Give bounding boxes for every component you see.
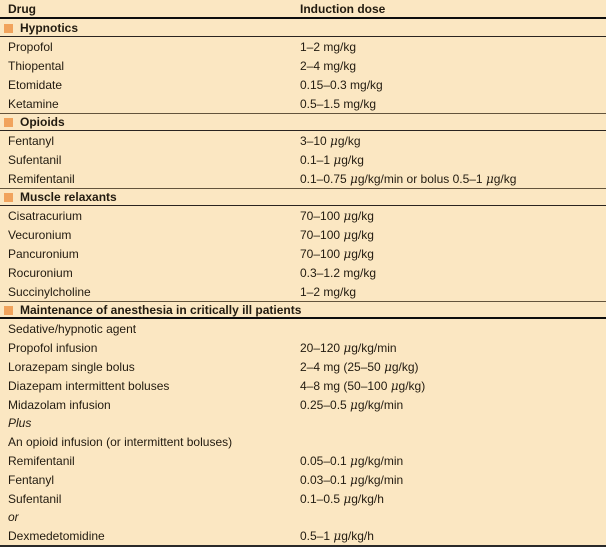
- mu-symbol: μ: [350, 472, 358, 487]
- drug-name: Pancuronium: [8, 246, 79, 261]
- drug-row: [0, 263, 606, 282]
- induction-dose-value: 4–8 mg (50–100 μg/kg): [300, 378, 426, 393]
- section-header-row: [0, 19, 606, 37]
- induction-dose-value: 1–2 mg/kg: [300, 39, 357, 54]
- section-title: Maintenance of anesthesia in critically ill patients: [20, 302, 302, 317]
- drug-name: Diazepam intermittent boluses: [8, 378, 170, 393]
- induction-dose-value: 0.1–0.5 μg/kg/h: [300, 491, 384, 506]
- mu-symbol: μ: [485, 171, 494, 186]
- drug-name: Fentanyl: [8, 133, 55, 148]
- drug-name: Remifentanil: [8, 171, 75, 186]
- induction-dose-value: 0.03–0.1 μg/kg/min: [300, 472, 404, 487]
- mu-symbol: μ: [330, 133, 338, 148]
- section-title: Opioids: [20, 115, 65, 129]
- mu-symbol: μ: [343, 491, 352, 506]
- section-header-cell: [0, 22, 300, 34]
- induction-dose-value: 2–4 mg (25–50 μg/kg): [300, 359, 419, 374]
- drug-row: [0, 357, 606, 376]
- section-header-cell: [0, 304, 300, 316]
- drug-name: Remifentanil: [8, 453, 75, 468]
- section-bullet-icon: [4, 118, 13, 127]
- mu-symbol: μ: [333, 152, 342, 167]
- mu-symbol: μ: [343, 340, 352, 355]
- mu-symbol: μ: [343, 227, 352, 242]
- drug-name: Fentanyl: [8, 472, 55, 487]
- induction-dose-value: 0.25–0.5 μg/kg/min: [300, 397, 404, 412]
- mu-symbol: μ: [343, 246, 352, 261]
- mu-symbol: μ: [384, 359, 392, 374]
- connector-note-row: [0, 508, 606, 526]
- drug-row: [0, 526, 606, 545]
- drug-row: [0, 150, 606, 169]
- drug-row: [0, 395, 606, 414]
- mu-symbol: μ: [333, 528, 342, 543]
- section-header-cell: [0, 116, 300, 128]
- drug-name: Propofol infusion: [8, 340, 98, 355]
- connector-note-row: [0, 414, 606, 432]
- induction-dose-value: 0.1–0.75 μg/kg/min or bolus 0.5–1 μg/kg: [300, 171, 517, 186]
- column-header-induction-dose: Induction dose: [300, 1, 386, 16]
- section-bullet-icon: [4, 193, 13, 202]
- drug-row: [0, 282, 606, 301]
- induction-dose-value: 70–100 μg/kg: [300, 227, 374, 242]
- induction-dose-value: 0.5–1.5 mg/kg: [300, 96, 377, 111]
- drug-row: [0, 75, 606, 94]
- drug-name: Rocuronium: [8, 265, 73, 280]
- drug-row: [0, 225, 606, 244]
- section-bullet-icon: [4, 24, 13, 33]
- section-title: Hypnotics: [20, 20, 79, 35]
- drug-name: Lorazepam single bolus: [8, 359, 135, 374]
- subheading-label: Sedative/hypnotic agent: [8, 321, 137, 336]
- drug-name: Dexmedetomidine: [8, 528, 105, 543]
- column-header-drug: Drug: [8, 1, 36, 16]
- drug-row: [0, 470, 606, 489]
- section-header-row: [0, 113, 606, 131]
- drug-name: Etomidate: [8, 77, 63, 92]
- drug-name: Midazolam infusion: [8, 397, 111, 412]
- drug-name: Vecuronium: [8, 227, 72, 242]
- connector-note-label: or: [8, 510, 19, 524]
- drug-row: [0, 451, 606, 470]
- induction-dose-value: 0.5–1 μg/kg/h: [300, 528, 374, 543]
- drug-name: Ketamine: [8, 96, 59, 111]
- induction-dose-value: 70–100 μg/kg: [300, 246, 374, 261]
- section-header-row: [0, 188, 606, 206]
- connector-note-label: Plus: [8, 416, 32, 430]
- drug-name: Thiopental: [8, 58, 65, 73]
- table-header-row: [0, 0, 606, 19]
- drug-row: [0, 338, 606, 357]
- mu-symbol: μ: [350, 453, 358, 468]
- section-bullet-icon: [4, 306, 13, 315]
- drug-row: [0, 206, 606, 225]
- induction-dose-value: 1–2 mg/kg: [300, 284, 357, 299]
- drug-row: [0, 56, 606, 75]
- table-body: [0, 19, 606, 545]
- mu-symbol: μ: [350, 171, 358, 186]
- drug-row: [0, 94, 606, 113]
- drug-name: Succinylcholine: [8, 284, 91, 299]
- drug-row: [0, 37, 606, 56]
- section-header-row: [0, 301, 606, 319]
- mu-symbol: μ: [350, 397, 358, 412]
- subheading-label: An opioid infusion (or intermittent boluses): [8, 434, 233, 449]
- section-title: Muscle relaxants: [20, 190, 117, 204]
- induction-dose-value: 0.05–0.1 μg/kg/min: [300, 453, 404, 468]
- mu-symbol: μ: [343, 208, 352, 223]
- subheading-row: [0, 319, 606, 338]
- drug-name: Sufentanil: [8, 491, 62, 506]
- mu-symbol: μ: [390, 378, 399, 393]
- drug-row: [0, 169, 606, 188]
- induction-dose-value: 2–4 mg/kg: [300, 58, 357, 73]
- drug-name: Cisatracurium: [8, 208, 83, 223]
- induction-dose-value: 0.15–0.3 mg/kg: [300, 77, 383, 92]
- drug-row: [0, 489, 606, 508]
- drug-row: [0, 244, 606, 263]
- subheading-row: [0, 432, 606, 451]
- induction-dose-value: 20–120 μg/kg/min: [300, 340, 397, 355]
- drug-row: [0, 376, 606, 395]
- drug-name: Propofol: [8, 39, 53, 54]
- induction-dose-value: 3–10 μg/kg: [300, 133, 361, 148]
- induction-dose-value: 0.3–1.2 mg/kg: [300, 265, 377, 280]
- section-header-cell: [0, 191, 300, 203]
- induction-dose-value: 0.1–1 μg/kg: [300, 152, 364, 167]
- drug-name: Sufentanil: [8, 152, 62, 167]
- drug-row: [0, 131, 606, 150]
- induction-dose-value: 70–100 μg/kg: [300, 208, 374, 223]
